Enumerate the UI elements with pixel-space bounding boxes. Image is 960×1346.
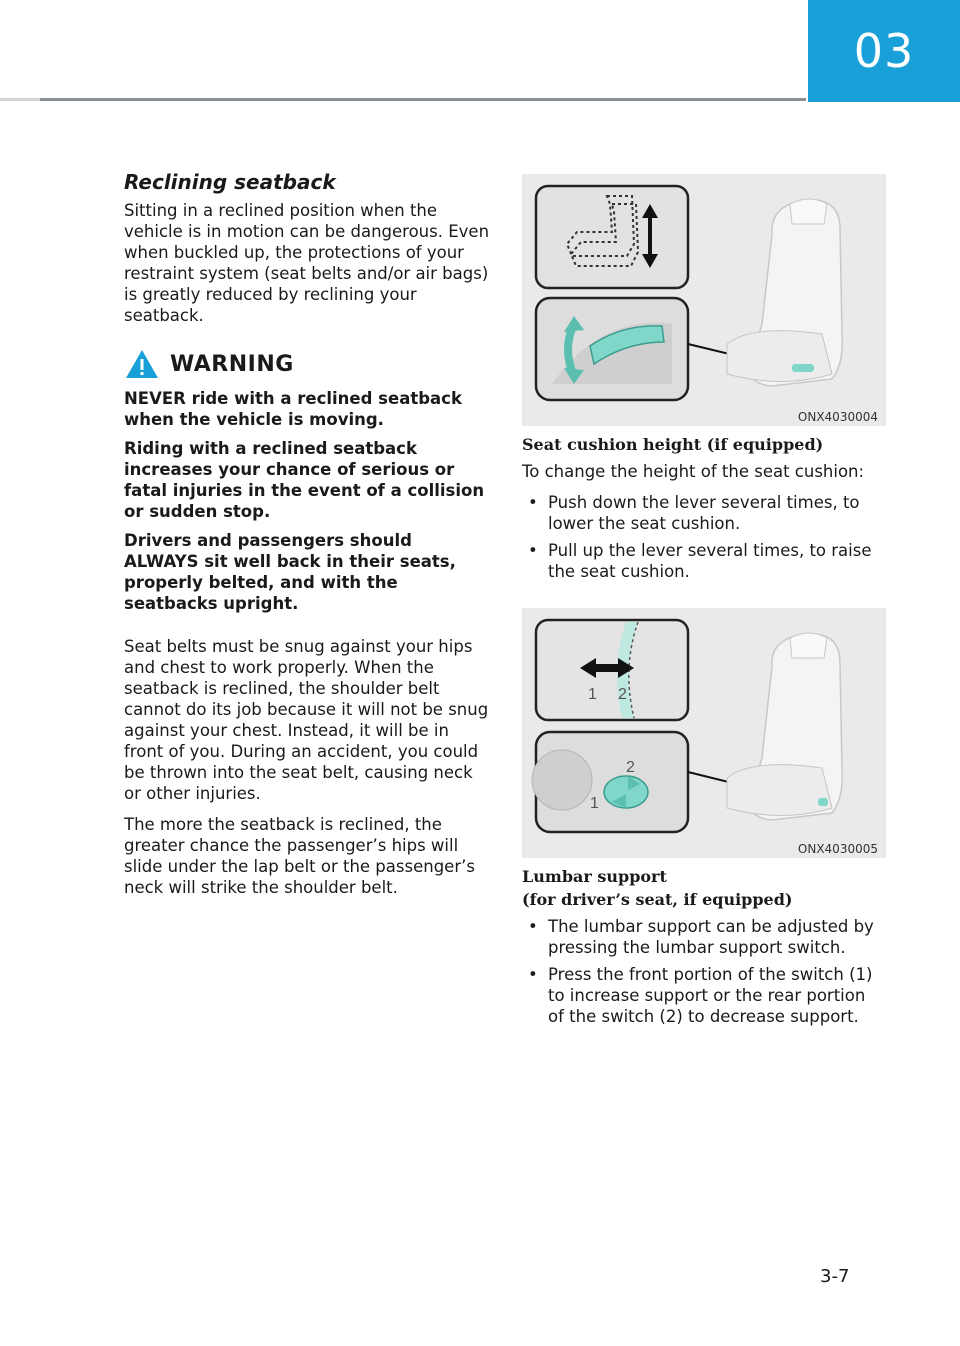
lumbar-switch-label-2: 2 (626, 759, 635, 776)
figure-code: ONX4030005 (797, 842, 878, 856)
list-item: • Press the front portion of the switch (1) to increase support or the rear portion of the switch (2) to decrease support. (522, 964, 886, 1027)
lumbar-label-1: 1 (588, 686, 597, 703)
chapter-tab (808, 0, 960, 102)
warning-header (124, 348, 490, 380)
warning-line: Drivers and passengers should ALWAYS sit well back in their seats, properly belted, and with the seatbacks upright. (124, 531, 456, 613)
header-rule-accent (0, 98, 40, 101)
header-rule (0, 98, 806, 101)
left-column (124, 170, 490, 908)
lumbar-label-2: 2 (618, 686, 627, 703)
figure-seat-height (522, 174, 886, 426)
figure-lumbar (522, 608, 886, 858)
section-title-reclining: Reclining seatback (124, 170, 336, 194)
list-item: • The lumbar support can be adjusted by pressing the lumbar support switch. (522, 916, 886, 958)
body-paragraph: The more the seatback is reclined, the greater chance the passenger’s hips will slide under the lap belt or the passenger’s neck will strike the shoulder belt. (124, 815, 475, 897)
body-paragraph: Seat belts must be snug against your hips and chest to work properly. When the seatback is reclined, the shoulder belt cannot do its job because it will not be snug against your chest. Instead, it will be in front of you. During an accident, you could be thrown into the seat belt, causing neck or other injuries. (124, 637, 489, 803)
warning-line: Riding with a reclined seatback increases your chance of serious or fatal injuries in the event of a collision or sudden stop. (124, 439, 485, 521)
page-number: 3-7 (820, 1266, 850, 1287)
lumbar-switch-label-1: 1 (590, 795, 599, 812)
right-column (522, 174, 886, 1037)
section-subtitle-lumbar: (for driver’s seat, if equipped) (522, 890, 793, 909)
section-title-seat-height: Seat cushion height (if equipped) (522, 435, 824, 454)
warning-triangle-icon (124, 348, 160, 380)
list-item: • Pull up the lever several times, to raise the seat cushion. (522, 540, 886, 582)
lumbar-list (522, 916, 886, 1027)
seat-height-list (522, 492, 886, 582)
seat-height-illustration (522, 174, 886, 426)
chapter-number: 03 (853, 24, 915, 78)
warning-label: WARNING (170, 351, 294, 377)
seat-height-intro: To change the height of the seat cushion: (522, 462, 865, 481)
figure-code: ONX4030004 (797, 410, 878, 424)
warning-line: NEVER ride with a reclined seatback when the vehicle is moving. (124, 389, 462, 429)
lumbar-illustration (522, 608, 886, 858)
reclining-intro: Sitting in a reclined position when the vehicle is in motion can be dangerous. Even when buckled up, the protections of your restraint system (seat belts and/or air bags) is greatly reduced by reclining your seatback. (124, 201, 490, 325)
list-item: • Push down the lever several times, to lower the seat cushion. (522, 492, 886, 534)
section-title-lumbar: Lumbar support (522, 867, 667, 886)
